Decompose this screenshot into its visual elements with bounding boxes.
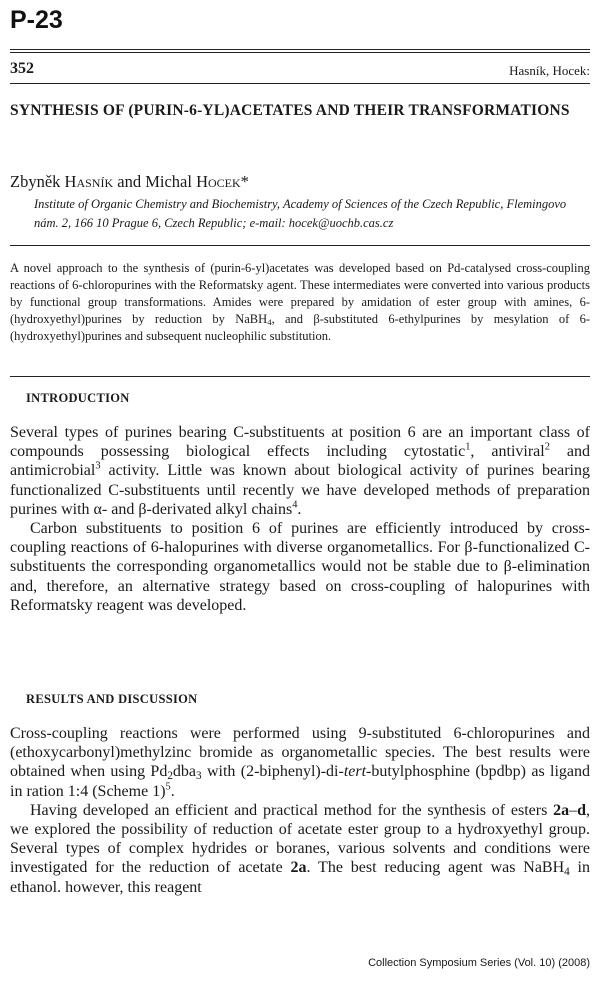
results-body — [10, 724, 590, 897]
header-bottom-rule — [10, 83, 590, 84]
introduction-heading: INTRODUCTION — [26, 391, 130, 405]
corresponding-mark: * — [240, 172, 249, 191]
author-line — [10, 172, 249, 192]
abstract: A novel approach to the synthesis of (purin-6-yl)acetates was developed based on Pd-catalysed cross-coupling reactions of 6-chloropurines with the Reformatsky agent. These intermediates were converted into various products by functional group transformations. Amides were prepared by amidation of ester group with amines, 6-(hydroxyethyl)purines by reduction by NaBH$_4$, and β-substituted 6-ethylpurines by mesylation of 6-(hydroxyethyl)purines and subsequent nucleophilic substitution. — [10, 261, 590, 343]
author-1-family: Hasník — [64, 172, 114, 191]
author-2-given: Michal — [145, 172, 192, 191]
journal-footer: Collection Symposium Series (Vol. 10) (2008) — [368, 957, 590, 969]
running-head: Hasník, Hocek: — [509, 63, 590, 78]
header-top-rule — [10, 49, 590, 50]
author-2-family: Hocek — [196, 172, 241, 191]
header-top-rule-double — [10, 52, 590, 53]
results-paragraph-2: Having developed an efficient and practical method for the synthesis of esters 2a–d, we explored the possibility of reduction of acetate ester group to a hydroxyethyl group. Several types of complex hydrides or boranes, various solvents and conditions were investigated for the reduction of acetate 2a. The best reducing agent was NaBH$_4$ in ethanol. however, this reagent — [10, 801, 591, 896]
page-number: 352 — [10, 60, 34, 77]
introduction-body — [10, 423, 590, 615]
affiliation: Institute of Organic Chemistry and Biochemistry, Academy of Sciences of the Czech Republic, Flemingovo nám. 2, 166 10 Prague 6, Czech Republic; e-mail: hocek@uochb.cas.cz — [34, 197, 567, 230]
intro-paragraph-2: Carbon substituents to position 6 of purines are efficiently introduced by cross-coupling reactions of 6-halopurines with diverse organometallics. For β-functionalized C-substituents the corresponding organometallics would not be stable due to β-elimination and, therefore, an alternative strategy based on cross-coupling of halopurines with Reformatsky reagent was developed. — [10, 520, 590, 614]
results-paragraph-1: Cross-coupling reactions were performed using 9-substituted 6-chloropurines and (ethoxycarbonyl)methylzinc bromide as organometallic species. The best results were obtained when using $Pd_2dba_3$ with (2-biphenyl)-di-tert-butylphosphine (bpdbp) as ligand in ration 1:4 (Scheme 1)$^5$. — [10, 725, 590, 800]
poster-code: P-23 — [10, 6, 63, 34]
paper-title: SYNTHESIS OF (PURIN-6-YL)ACETATES AND THEIR TRANSFORMATIONS — [10, 102, 570, 119]
intro-paragraph-1: Several types of purines bearing C-substituents at position 6 are an important class of compounds possessing biological effects including cytostatic$^1$, antiviral$^2$ and antimicrobial$^3$ activity. Little was known about biological activity of purines bearing functionalized C-substituents until recently we have developed methods of preparation purines with α- and β-derivated alkyl chains$^4$. — [10, 424, 591, 518]
abstract-top-rule — [10, 245, 590, 246]
results-heading: RESULTS AND DISCUSSION — [26, 692, 198, 706]
author-1-given: Zbyněk — [10, 172, 61, 191]
author-connector: and — [117, 172, 142, 191]
abstract-bottom-rule — [10, 376, 590, 377]
